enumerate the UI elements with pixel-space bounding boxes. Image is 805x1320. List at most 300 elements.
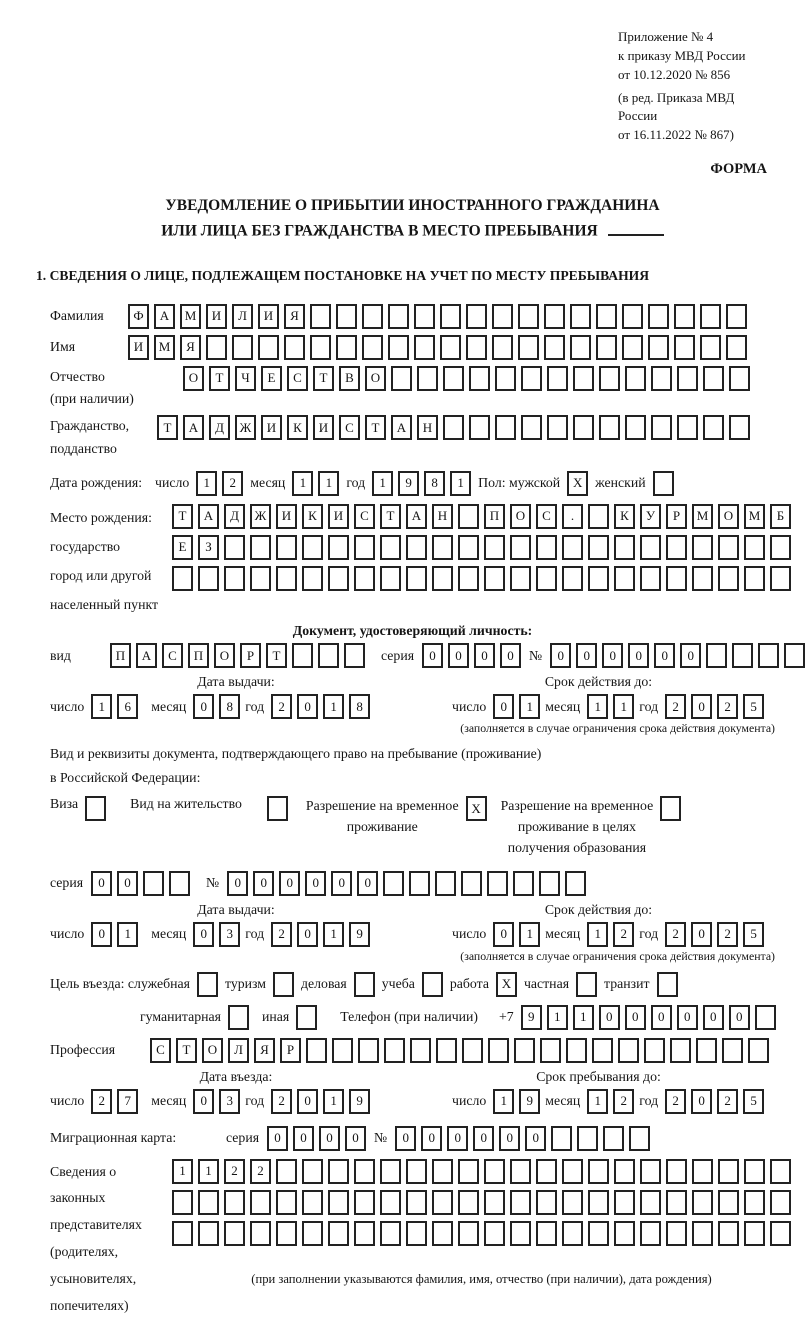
char-cell[interactable]	[510, 1221, 531, 1246]
char-cell[interactable]	[718, 535, 739, 560]
char-cell[interactable]: 0	[319, 1126, 340, 1151]
char-cell[interactable]: Л	[232, 304, 253, 329]
char-cell[interactable]: 2	[271, 694, 292, 719]
char-cell[interactable]	[406, 1221, 427, 1246]
char-cell[interactable]	[332, 1038, 353, 1063]
char-cell[interactable]: 2	[91, 1089, 112, 1114]
char-cell[interactable]: К	[302, 504, 323, 529]
char-cell[interactable]: X	[496, 972, 517, 997]
char-cell[interactable]	[596, 304, 617, 329]
char-cell[interactable]	[614, 1159, 635, 1184]
char-cell[interactable]	[592, 1038, 613, 1063]
char-cell[interactable]: 0	[421, 1126, 442, 1151]
char-cell[interactable]: И	[258, 304, 279, 329]
char-cell[interactable]	[536, 535, 557, 560]
char-cell[interactable]	[406, 535, 427, 560]
char-cell[interactable]	[492, 335, 513, 360]
char-cell[interactable]: У	[640, 504, 661, 529]
char-cell[interactable]: Ф	[128, 304, 149, 329]
char-cell[interactable]	[458, 1221, 479, 1246]
char-cell[interactable]: X	[567, 471, 588, 496]
char-cell[interactable]: 2	[717, 1089, 738, 1114]
char-cell[interactable]	[440, 304, 461, 329]
char-cell[interactable]	[296, 1005, 317, 1030]
char-cell[interactable]: Р	[280, 1038, 301, 1063]
business-checkbox[interactable]	[354, 972, 375, 997]
char-cell[interactable]: 0	[297, 922, 318, 947]
patronymic-cells[interactable]	[183, 366, 750, 391]
doc-number-cells[interactable]	[550, 643, 805, 668]
doc-issue-month-cells[interactable]	[193, 694, 240, 719]
char-cell[interactable]: Т	[365, 415, 386, 440]
char-cell[interactable]: 1	[198, 1159, 219, 1184]
doc-valid-year-cells[interactable]	[665, 694, 764, 719]
char-cell[interactable]	[614, 1221, 635, 1246]
char-cell[interactable]: Н	[432, 504, 453, 529]
char-cell[interactable]	[726, 304, 747, 329]
char-cell[interactable]: 1	[587, 922, 608, 947]
char-cell[interactable]	[622, 304, 643, 329]
char-cell[interactable]	[706, 643, 727, 668]
char-cell[interactable]: С	[354, 504, 375, 529]
char-cell[interactable]	[629, 1126, 650, 1151]
char-cell[interactable]	[758, 643, 779, 668]
char-cell[interactable]	[302, 1159, 323, 1184]
char-cell[interactable]: 7	[117, 1089, 138, 1114]
char-cell[interactable]	[566, 1038, 587, 1063]
doc-type-cells[interactable]	[110, 643, 365, 668]
char-cell[interactable]	[640, 566, 661, 591]
char-cell[interactable]	[197, 972, 218, 997]
permit-number-cells[interactable]	[227, 871, 586, 896]
char-cell[interactable]: М	[744, 504, 765, 529]
char-cell[interactable]	[588, 1190, 609, 1215]
char-cell[interactable]: 0	[654, 643, 675, 668]
char-cell[interactable]	[744, 566, 765, 591]
entry-month-cells[interactable]	[193, 1089, 240, 1114]
char-cell[interactable]	[599, 366, 620, 391]
char-cell[interactable]	[414, 304, 435, 329]
char-cell[interactable]: Ч	[235, 366, 256, 391]
char-cell[interactable]: 2	[271, 1089, 292, 1114]
char-cell[interactable]	[336, 304, 357, 329]
char-cell[interactable]	[414, 335, 435, 360]
char-cell[interactable]: 0	[550, 643, 571, 668]
char-cell[interactable]: 0	[493, 922, 514, 947]
mig-series-cells[interactable]	[267, 1126, 366, 1151]
char-cell[interactable]: 5	[743, 694, 764, 719]
char-cell[interactable]	[461, 871, 482, 896]
char-cell[interactable]	[276, 1190, 297, 1215]
char-cell[interactable]: 0	[499, 1126, 520, 1151]
doc-issue-day-cells[interactable]	[91, 694, 138, 719]
char-cell[interactable]	[640, 1159, 661, 1184]
char-cell[interactable]	[718, 566, 739, 591]
char-cell[interactable]: А	[154, 304, 175, 329]
char-cell[interactable]	[729, 415, 750, 440]
char-cell[interactable]: Я	[180, 335, 201, 360]
char-cell[interactable]	[432, 566, 453, 591]
char-cell[interactable]: Я	[284, 304, 305, 329]
char-cell[interactable]	[328, 1190, 349, 1215]
char-cell[interactable]: Р	[666, 504, 687, 529]
char-cell[interactable]	[729, 366, 750, 391]
char-cell[interactable]	[570, 335, 591, 360]
char-cell[interactable]	[436, 1038, 457, 1063]
char-cell[interactable]	[336, 335, 357, 360]
char-cell[interactable]	[565, 871, 586, 896]
char-cell[interactable]: Я	[254, 1038, 275, 1063]
char-cell[interactable]: 8	[349, 694, 370, 719]
char-cell[interactable]: 2	[613, 922, 634, 947]
char-cell[interactable]: 0	[473, 1126, 494, 1151]
char-cell[interactable]	[432, 1190, 453, 1215]
char-cell[interactable]: 1	[323, 922, 344, 947]
permit-valid-day-cells[interactable]	[493, 922, 540, 947]
citizenship-cells[interactable]	[157, 415, 750, 440]
char-cell[interactable]: .	[562, 504, 583, 529]
char-cell[interactable]: 0	[193, 922, 214, 947]
char-cell[interactable]: 1	[172, 1159, 193, 1184]
char-cell[interactable]: 0	[117, 871, 138, 896]
char-cell[interactable]: Т	[176, 1038, 197, 1063]
char-cell[interactable]: И	[313, 415, 334, 440]
char-cell[interactable]	[700, 335, 721, 360]
char-cell[interactable]	[748, 1038, 769, 1063]
char-cell[interactable]: О	[365, 366, 386, 391]
char-cell[interactable]	[510, 566, 531, 591]
char-cell[interactable]	[562, 535, 583, 560]
char-cell[interactable]	[458, 1190, 479, 1215]
char-cell[interactable]	[484, 566, 505, 591]
char-cell[interactable]: С	[150, 1038, 171, 1063]
char-cell[interactable]	[172, 566, 193, 591]
char-cell[interactable]	[677, 366, 698, 391]
char-cell[interactable]: 2	[250, 1159, 271, 1184]
char-cell[interactable]: 2	[222, 471, 243, 496]
char-cell[interactable]: 1	[323, 694, 344, 719]
char-cell[interactable]	[536, 1159, 557, 1184]
char-cell[interactable]	[660, 796, 681, 821]
char-cell[interactable]	[570, 304, 591, 329]
stay-day-cells[interactable]	[493, 1089, 540, 1114]
char-cell[interactable]	[677, 415, 698, 440]
char-cell[interactable]	[469, 415, 490, 440]
char-cell[interactable]	[85, 796, 106, 821]
stay-month-cells[interactable]	[587, 1089, 634, 1114]
char-cell[interactable]	[718, 1221, 739, 1246]
char-cell[interactable]: 1	[323, 1089, 344, 1114]
doc-valid-day-cells[interactable]	[493, 694, 540, 719]
char-cell[interactable]: Е	[172, 535, 193, 560]
char-cell[interactable]: 0	[193, 694, 214, 719]
char-cell[interactable]	[328, 1159, 349, 1184]
char-cell[interactable]	[544, 304, 565, 329]
char-cell[interactable]	[540, 1038, 561, 1063]
char-cell[interactable]: 1	[292, 471, 313, 496]
char-cell[interactable]	[576, 972, 597, 997]
char-cell[interactable]	[380, 1159, 401, 1184]
char-cell[interactable]: 0	[297, 1089, 318, 1114]
char-cell[interactable]	[518, 304, 539, 329]
char-cell[interactable]	[744, 1159, 765, 1184]
char-cell[interactable]: 0	[680, 643, 701, 668]
char-cell[interactable]	[770, 535, 791, 560]
char-cell[interactable]: А	[391, 415, 412, 440]
char-cell[interactable]: 0	[193, 1089, 214, 1114]
char-cell[interactable]	[648, 304, 669, 329]
char-cell[interactable]: 1	[372, 471, 393, 496]
char-cell[interactable]	[228, 1005, 249, 1030]
char-cell[interactable]	[651, 366, 672, 391]
char-cell[interactable]	[692, 535, 713, 560]
char-cell[interactable]	[562, 1159, 583, 1184]
char-cell[interactable]	[302, 566, 323, 591]
char-cell[interactable]: 0	[357, 871, 378, 896]
permit-issue-month-cells[interactable]	[193, 922, 240, 947]
char-cell[interactable]	[358, 1038, 379, 1063]
char-cell[interactable]: И	[261, 415, 282, 440]
char-cell[interactable]: И	[276, 504, 297, 529]
char-cell[interactable]	[674, 335, 695, 360]
other-checkbox[interactable]	[296, 1005, 317, 1030]
char-cell[interactable]	[250, 535, 271, 560]
name-cells[interactable]	[128, 335, 747, 360]
char-cell[interactable]: И	[328, 504, 349, 529]
char-cell[interactable]	[380, 1190, 401, 1215]
birth-month-cells[interactable]	[292, 471, 339, 496]
reps-cells-row3[interactable]	[172, 1221, 791, 1246]
char-cell[interactable]	[224, 1190, 245, 1215]
char-cell[interactable]	[458, 504, 479, 529]
char-cell[interactable]	[354, 566, 375, 591]
char-cell[interactable]	[198, 1221, 219, 1246]
birthplace-cells-row2[interactable]	[172, 535, 791, 560]
doc-series-cells[interactable]	[422, 643, 521, 668]
transit-checkbox[interactable]	[657, 972, 678, 997]
char-cell[interactable]: К	[614, 504, 635, 529]
char-cell[interactable]: 1	[547, 1005, 568, 1030]
char-cell[interactable]	[276, 566, 297, 591]
char-cell[interactable]	[328, 535, 349, 560]
char-cell[interactable]: 0	[525, 1126, 546, 1151]
char-cell[interactable]	[722, 1038, 743, 1063]
char-cell[interactable]	[484, 535, 505, 560]
char-cell[interactable]: З	[198, 535, 219, 560]
char-cell[interactable]: 9	[349, 1089, 370, 1114]
char-cell[interactable]	[603, 1126, 624, 1151]
work-checkbox[interactable]	[496, 972, 517, 997]
char-cell[interactable]: Д	[209, 415, 230, 440]
char-cell[interactable]	[588, 566, 609, 591]
char-cell[interactable]	[573, 366, 594, 391]
char-cell[interactable]	[744, 1221, 765, 1246]
char-cell[interactable]	[495, 415, 516, 440]
char-cell[interactable]: 0	[628, 643, 649, 668]
char-cell[interactable]	[487, 871, 508, 896]
visa-checkbox[interactable]	[85, 796, 106, 821]
char-cell[interactable]	[744, 1190, 765, 1215]
char-cell[interactable]	[469, 366, 490, 391]
char-cell[interactable]	[435, 871, 456, 896]
char-cell[interactable]	[432, 1221, 453, 1246]
char-cell[interactable]	[344, 643, 365, 668]
char-cell[interactable]: 0	[703, 1005, 724, 1030]
char-cell[interactable]	[406, 1159, 427, 1184]
char-cell[interactable]: 0	[447, 1126, 468, 1151]
char-cell[interactable]: Т	[313, 366, 334, 391]
char-cell[interactable]	[388, 335, 409, 360]
char-cell[interactable]	[573, 415, 594, 440]
char-cell[interactable]: 0	[331, 871, 352, 896]
char-cell[interactable]: 1	[519, 922, 540, 947]
char-cell[interactable]: 0	[91, 871, 112, 896]
char-cell[interactable]: П	[484, 504, 505, 529]
char-cell[interactable]: Т	[157, 415, 178, 440]
char-cell[interactable]: 3	[219, 1089, 240, 1114]
char-cell[interactable]	[614, 566, 635, 591]
char-cell[interactable]: 0	[625, 1005, 646, 1030]
char-cell[interactable]: 1	[573, 1005, 594, 1030]
char-cell[interactable]	[696, 1038, 717, 1063]
char-cell[interactable]: 1	[493, 1089, 514, 1114]
entry-day-cells[interactable]	[91, 1089, 138, 1114]
char-cell[interactable]	[521, 366, 542, 391]
char-cell[interactable]: 1	[318, 471, 339, 496]
char-cell[interactable]: 8	[219, 694, 240, 719]
sex-male-checkbox[interactable]	[567, 471, 588, 496]
char-cell[interactable]: 0	[691, 922, 712, 947]
char-cell[interactable]	[666, 1190, 687, 1215]
char-cell[interactable]	[770, 1221, 791, 1246]
reps-cells-row2[interactable]	[172, 1190, 791, 1215]
char-cell[interactable]	[250, 1221, 271, 1246]
char-cell[interactable]	[536, 1190, 557, 1215]
char-cell[interactable]	[169, 871, 190, 896]
char-cell[interactable]: Т	[380, 504, 401, 529]
char-cell[interactable]: 1	[613, 694, 634, 719]
char-cell[interactable]	[640, 1221, 661, 1246]
char-cell[interactable]: О	[718, 504, 739, 529]
char-cell[interactable]: П	[188, 643, 209, 668]
char-cell[interactable]	[492, 304, 513, 329]
birthplace-cells-row1[interactable]	[172, 504, 791, 529]
char-cell[interactable]: 0	[297, 694, 318, 719]
char-cell[interactable]: Т	[172, 504, 193, 529]
char-cell[interactable]: 1	[91, 694, 112, 719]
char-cell[interactable]	[651, 415, 672, 440]
char-cell[interactable]	[784, 643, 805, 668]
char-cell[interactable]: 0	[691, 694, 712, 719]
char-cell[interactable]: Е	[261, 366, 282, 391]
permit-series-cells[interactable]	[91, 871, 190, 896]
char-cell[interactable]: Л	[228, 1038, 249, 1063]
birth-day-cells[interactable]	[196, 471, 243, 496]
char-cell[interactable]: 2	[717, 694, 738, 719]
char-cell[interactable]	[770, 1190, 791, 1215]
char-cell[interactable]: 0	[602, 643, 623, 668]
char-cell[interactable]	[588, 1221, 609, 1246]
char-cell[interactable]: 0	[599, 1005, 620, 1030]
char-cell[interactable]	[440, 335, 461, 360]
char-cell[interactable]: 1	[587, 694, 608, 719]
char-cell[interactable]	[666, 1221, 687, 1246]
char-cell[interactable]: 0	[422, 643, 443, 668]
char-cell[interactable]: Д	[224, 504, 245, 529]
char-cell[interactable]	[410, 1038, 431, 1063]
char-cell[interactable]: 0	[305, 871, 326, 896]
char-cell[interactable]	[206, 335, 227, 360]
char-cell[interactable]: 0	[253, 871, 274, 896]
char-cell[interactable]: 8	[424, 471, 445, 496]
char-cell[interactable]: 0	[91, 922, 112, 947]
char-cell[interactable]: 2	[665, 1089, 686, 1114]
char-cell[interactable]	[596, 335, 617, 360]
char-cell[interactable]	[143, 871, 164, 896]
char-cell[interactable]: О	[183, 366, 204, 391]
char-cell[interactable]	[536, 1221, 557, 1246]
char-cell[interactable]: Н	[417, 415, 438, 440]
char-cell[interactable]	[198, 1190, 219, 1215]
official-checkbox[interactable]	[197, 972, 218, 997]
char-cell[interactable]	[310, 335, 331, 360]
char-cell[interactable]	[302, 1221, 323, 1246]
char-cell[interactable]	[622, 335, 643, 360]
char-cell[interactable]	[276, 535, 297, 560]
sex-female-checkbox[interactable]	[653, 471, 674, 496]
char-cell[interactable]: С	[162, 643, 183, 668]
char-cell[interactable]	[409, 871, 430, 896]
char-cell[interactable]: 0	[500, 643, 521, 668]
char-cell[interactable]: Ж	[250, 504, 271, 529]
char-cell[interactable]	[380, 535, 401, 560]
char-cell[interactable]	[562, 1221, 583, 1246]
char-cell[interactable]: С	[287, 366, 308, 391]
doc-valid-month-cells[interactable]	[587, 694, 634, 719]
char-cell[interactable]	[666, 535, 687, 560]
mig-number-cells[interactable]	[395, 1126, 650, 1151]
permit-valid-month-cells[interactable]	[587, 922, 634, 947]
char-cell[interactable]	[726, 335, 747, 360]
char-cell[interactable]: В	[339, 366, 360, 391]
char-cell[interactable]	[703, 366, 724, 391]
char-cell[interactable]: 1	[519, 694, 540, 719]
char-cell[interactable]	[644, 1038, 665, 1063]
char-cell[interactable]: К	[287, 415, 308, 440]
char-cell[interactable]: X	[466, 796, 487, 821]
char-cell[interactable]: А	[136, 643, 157, 668]
char-cell[interactable]	[666, 1159, 687, 1184]
char-cell[interactable]: 9	[521, 1005, 542, 1030]
char-cell[interactable]: Р	[240, 643, 261, 668]
char-cell[interactable]: М	[154, 335, 175, 360]
char-cell[interactable]: О	[214, 643, 235, 668]
char-cell[interactable]	[354, 972, 375, 997]
char-cell[interactable]: 1	[117, 922, 138, 947]
char-cell[interactable]: И	[206, 304, 227, 329]
char-cell[interactable]	[755, 1005, 776, 1030]
char-cell[interactable]: М	[692, 504, 713, 529]
char-cell[interactable]: 9	[349, 922, 370, 947]
char-cell[interactable]: 3	[219, 922, 240, 947]
char-cell[interactable]: 1	[450, 471, 471, 496]
char-cell[interactable]	[562, 1190, 583, 1215]
char-cell[interactable]	[417, 366, 438, 391]
residence-permit-checkbox[interactable]	[267, 796, 288, 821]
char-cell[interactable]	[562, 566, 583, 591]
char-cell[interactable]: 2	[224, 1159, 245, 1184]
humanitarian-checkbox[interactable]	[228, 1005, 249, 1030]
